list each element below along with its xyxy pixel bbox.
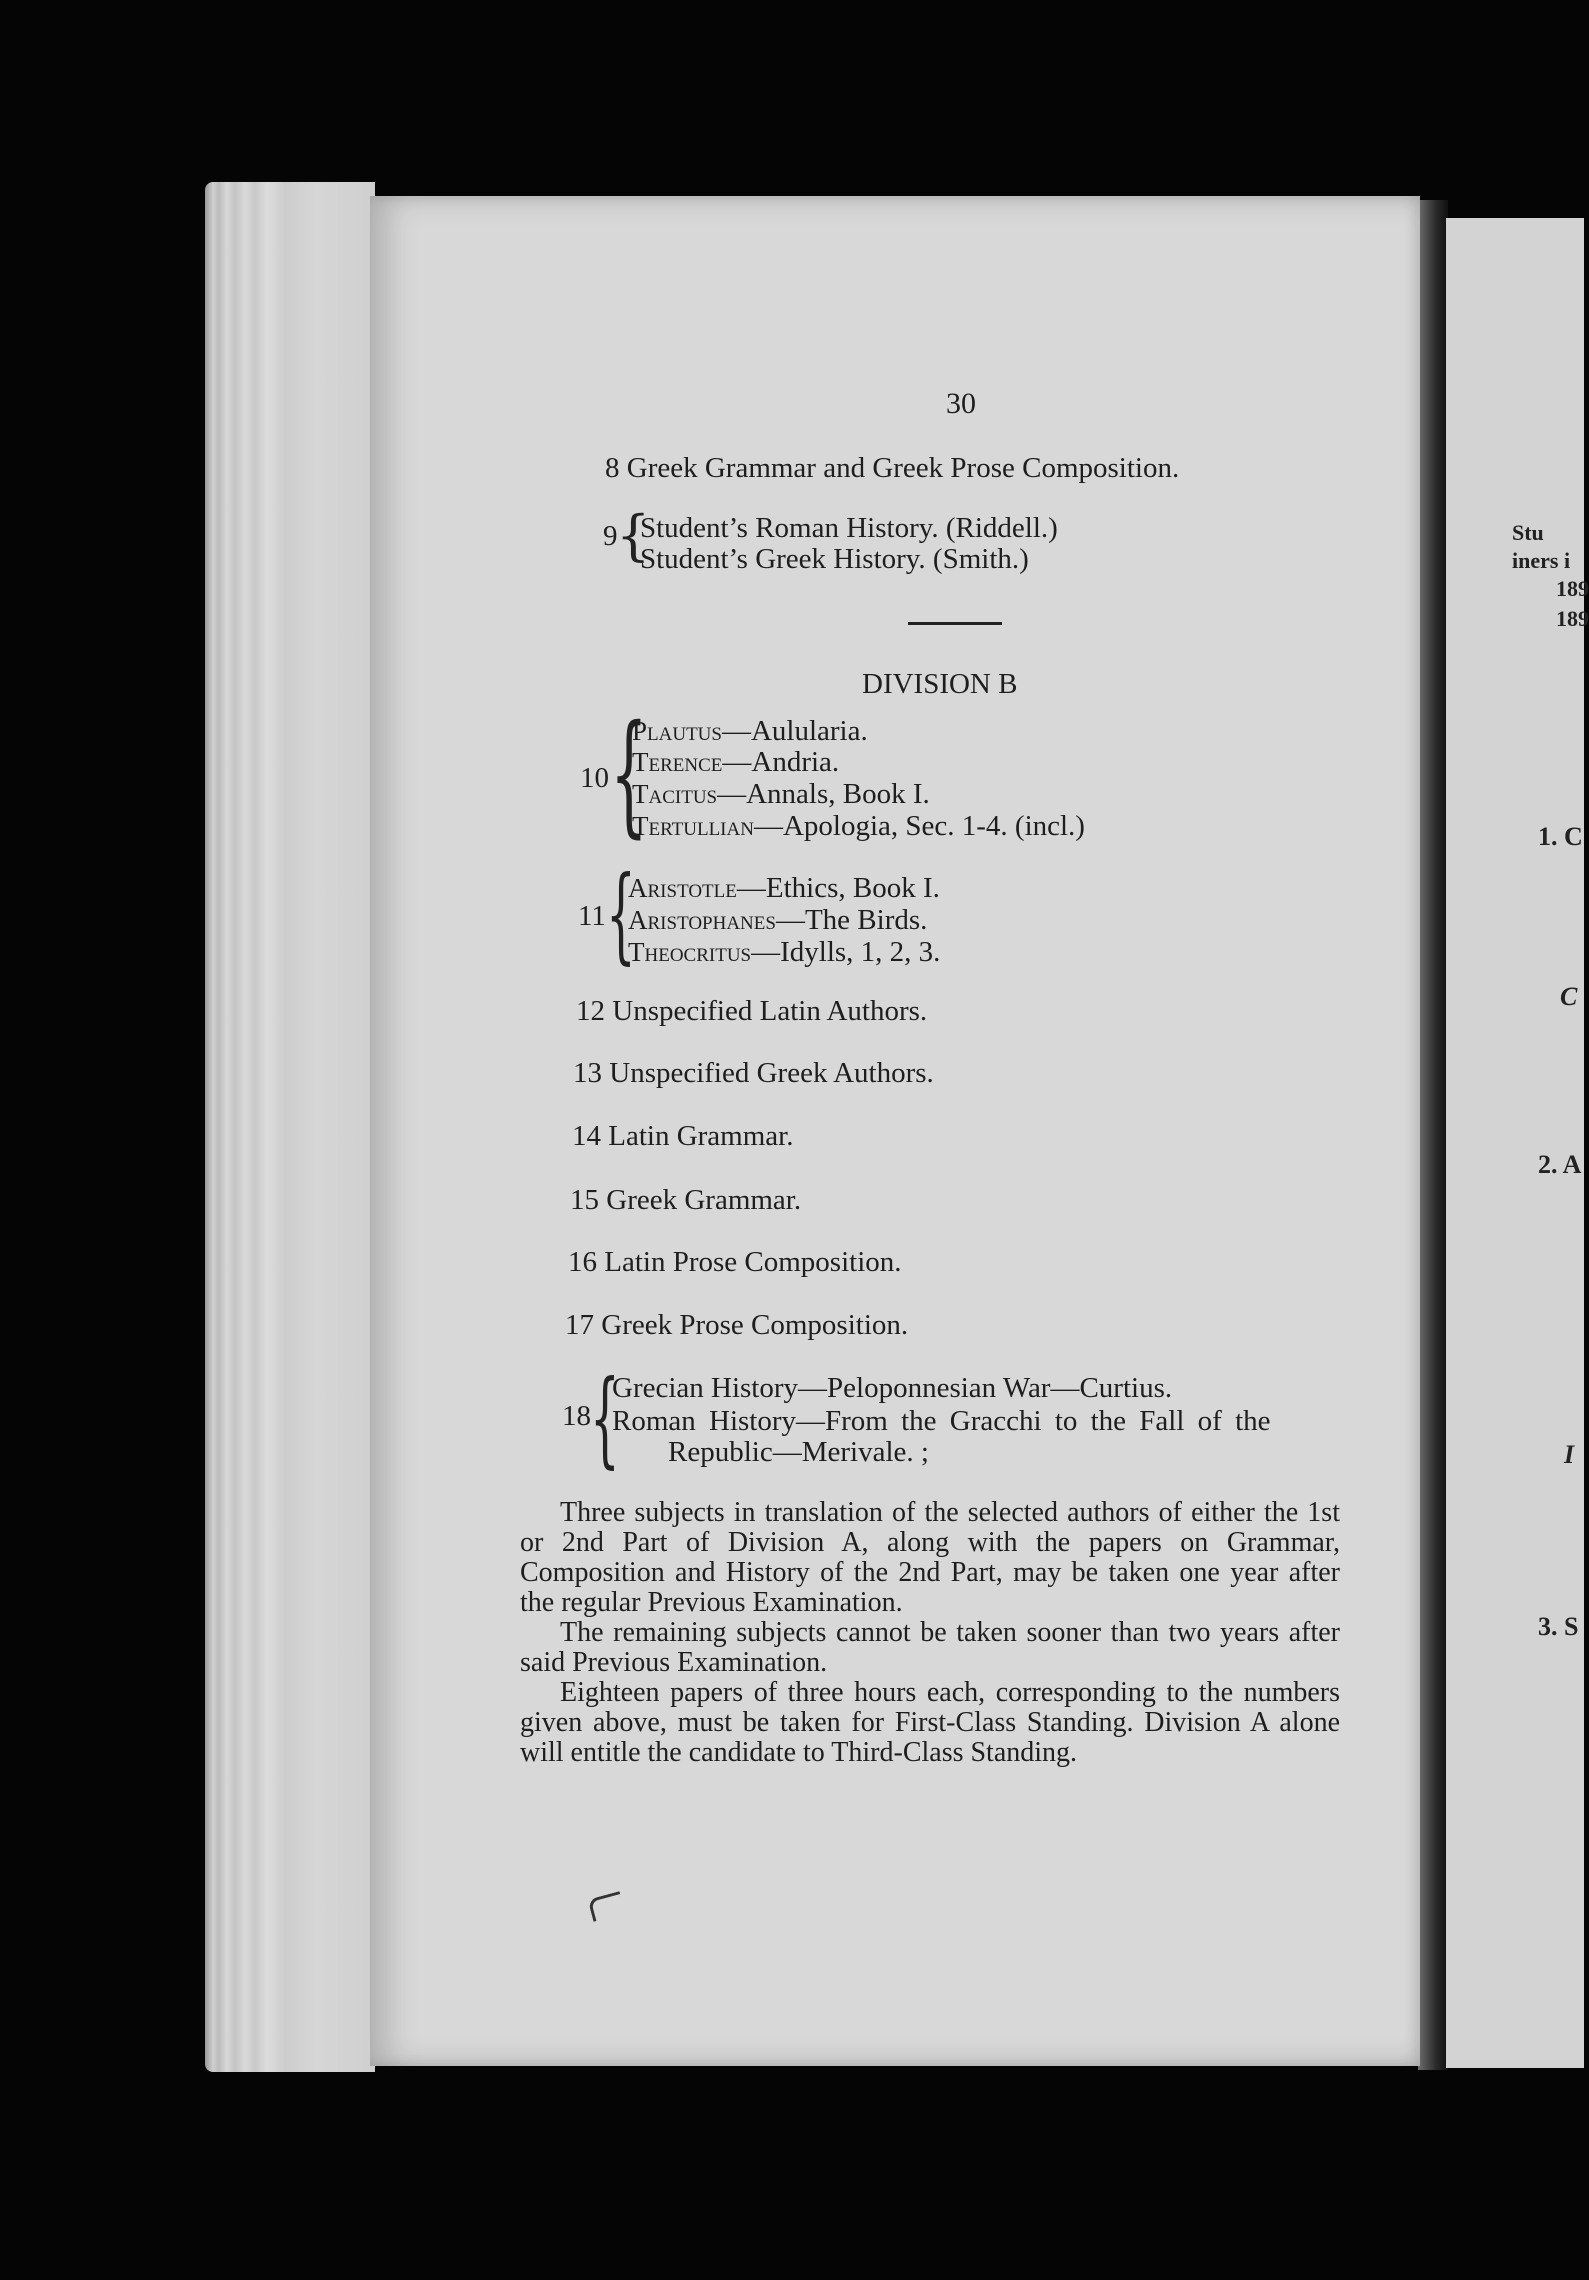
next-page-fragment: Stu [1512,520,1544,545]
item-number: 9 [603,520,618,552]
list-item [632,715,868,747]
work-title: —Ethics, Book I. [736,872,940,904]
author-name: Plautus [632,716,722,746]
list-item [632,746,839,778]
item-line: Roman History—From the Gracchi to the Fall of the [612,1405,1271,1437]
section-rule [908,622,1002,625]
list-item [573,1057,934,1089]
next-page-fragment: 189 [1556,576,1589,601]
item-number: 11 [578,900,606,932]
author-name: Tacitus [632,779,718,809]
list-item [565,1309,908,1341]
next-page-fragment: I [1564,1440,1575,1469]
item-number: 17 [565,1309,594,1341]
work-title: —The Birds. [775,904,928,936]
page-number: 30 [946,387,976,420]
brace-icon: { [616,504,651,567]
item-text: Greek Prose Composition. [601,1309,909,1341]
work-title: —Aulularia. [721,715,868,747]
paragraph: Eighteen papers of three hours each, corresponding to the numbers given above, must be taken for First-Class Standing. Division A alone will entitle the candidate to Third-Class Standing. [520,1677,1340,1768]
item-text: Latin Prose Composition. [604,1246,902,1278]
list-item [570,1184,801,1216]
author-name: Terence [632,747,723,777]
next-page-fragment: 189 [1556,606,1589,631]
item-line: Republic—Merivale. ; [668,1436,929,1468]
next-page-fragment: iners i [1512,548,1571,573]
list-item [576,995,927,1027]
item-number: 10 [580,762,609,794]
list-item [632,810,1085,842]
item-text: Unspecified Greek Authors. [609,1057,934,1089]
work-title: —Annals, Book I. [717,778,930,810]
item-number: 15 [570,1184,599,1216]
brace-icon: { [606,853,636,975]
list-item [605,452,1179,484]
work-title: —Andria. [722,746,840,778]
division-heading: DIVISION B [862,668,1018,700]
item-number: 13 [573,1057,602,1089]
work-title: —Idylls, 1, 2, 3. [751,936,941,968]
brace-icon: { [590,1357,620,1479]
book-fore-edge [205,182,375,2072]
item-line: Grecian History—Peloponnesian War—Curtius. [612,1372,1173,1404]
next-page-fragment: 2. A [1538,1150,1582,1179]
list-item [628,936,940,968]
item-number: 14 [572,1120,601,1152]
item-number: 8 [605,452,620,484]
list-item [628,904,927,936]
item-number: 16 [568,1246,597,1278]
list-item [572,1120,793,1152]
book-gutter [1418,200,1448,2070]
item-text: Unspecified Latin Authors. [612,995,928,1027]
item-text: Greek Grammar. [606,1184,802,1216]
brace-icon: { [610,697,648,851]
item-number: 12 [576,995,605,1027]
next-page-edge [1446,218,1584,2068]
author-name: Aristophanes [628,905,776,935]
list-item [628,872,940,904]
item-line: Student’s Roman History. (Riddell.) [640,512,1058,544]
item-text: Greek Grammar and Greek Prose Composition. [626,452,1180,484]
list-item [568,1246,902,1278]
next-page-fragment: C [1560,982,1578,1011]
paragraph: The remaining subjects cannot be taken sooner than two years after said Previous Examination. [520,1617,1340,1678]
next-page-fragment: 3. S [1538,1612,1579,1641]
item-text: Latin Grammar. [608,1120,794,1152]
notes-paragraphs [520,1498,1340,1768]
next-page-fragment: 1. C [1538,822,1583,851]
author-name: Tertullian [632,811,754,841]
work-title: —Apologia, Sec. 1-4. (incl.) [753,810,1085,842]
author-name: Theocritus [628,937,752,967]
item-line: Student’s Greek History. (Smith.) [640,543,1029,575]
author-name: Aristotle [628,873,737,903]
list-item [632,778,930,810]
item-number: 18 [562,1400,591,1432]
paragraph: Three subjects in translation of the selected authors of either the 1st or 2nd Part of Division A, along with the papers on Grammar, Composition and History of the 2nd Part, may be taken one year after the regular Previous Examination. [520,1497,1340,1618]
